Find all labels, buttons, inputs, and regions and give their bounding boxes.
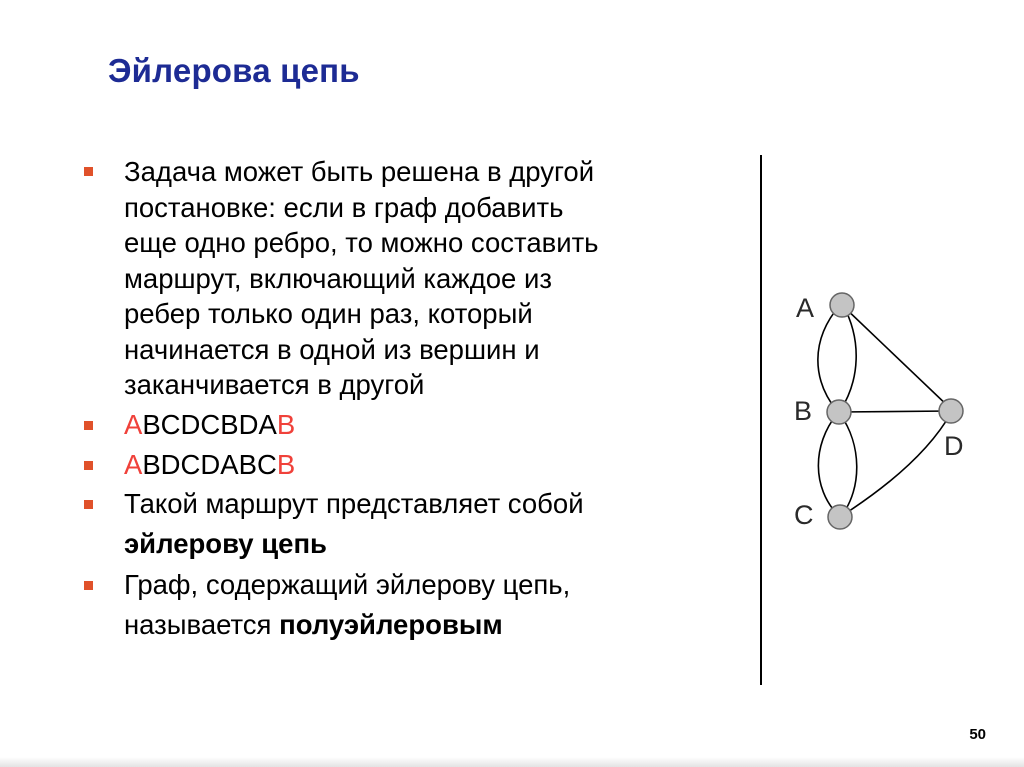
task-line-4: маршрут, включающий каждое из [124, 262, 552, 294]
slide-bottom-edge [0, 757, 1024, 767]
bullet-list [84, 154, 744, 645]
bullet-task [84, 154, 744, 403]
edge-b-c-left [818, 414, 838, 515]
bullet-euler-chain [84, 484, 744, 564]
bullet-semi-euler [84, 565, 744, 645]
vertical-divider [760, 155, 762, 685]
route-2-start: A [124, 448, 143, 480]
node-a [830, 293, 854, 317]
route-1-middle: BCDCBDA [142, 408, 277, 440]
bullet-marker [84, 421, 93, 430]
bullet-marker [84, 500, 93, 509]
route-2-end: B [276, 448, 296, 480]
edge-b-d [839, 411, 951, 412]
node-label-c: C [794, 500, 814, 530]
graph-diagram [780, 280, 980, 540]
bullet-marker [84, 461, 93, 470]
semi-euler-prefix: называется [124, 608, 280, 640]
euler-chain-term: эйлерову цепь [124, 527, 327, 559]
node-label-b: B [794, 396, 813, 426]
route-2-middle: BDCDABC [142, 448, 277, 480]
edge-a-b-left [818, 305, 840, 411]
edge-a-d [842, 305, 951, 409]
route-1-start: A [124, 408, 143, 440]
bullet-marker [84, 581, 93, 590]
bullet-route-1 [84, 407, 744, 443]
edge-a-b-right [840, 305, 856, 411]
page-number: 50 [969, 726, 986, 743]
euler-chain-text: Такой маршрут представляет собой [124, 487, 584, 519]
node-c [828, 505, 852, 529]
semi-euler-term: полуэйлеровым [279, 608, 503, 640]
node-label-a: A [796, 293, 815, 323]
node-b [827, 400, 851, 424]
slide-title: Эйлерова цепь [108, 52, 360, 89]
task-line-6: начинается в одной из вершин и [124, 333, 540, 365]
task-line-7: заканчивается в другой [124, 369, 425, 400]
bullet-route-2 [84, 447, 744, 483]
task-line-3: еще одно ребро, то можно составить [124, 227, 599, 258]
task-line-5: ребер только один раз, который [124, 298, 533, 329]
node-label-d: D [944, 431, 964, 461]
semi-euler-text: Граф, содержащий эйлерову цепь, [124, 568, 571, 600]
bullet-marker [84, 167, 93, 176]
task-line-2: постановке: если в граф добавить [124, 191, 564, 223]
route-1-end: B [276, 408, 296, 440]
edge-b-c-right [840, 414, 857, 515]
task-line-1: Задача может быть решена в другой [124, 156, 595, 187]
node-d [939, 399, 963, 423]
semi-euler-line-2 [124, 605, 744, 645]
